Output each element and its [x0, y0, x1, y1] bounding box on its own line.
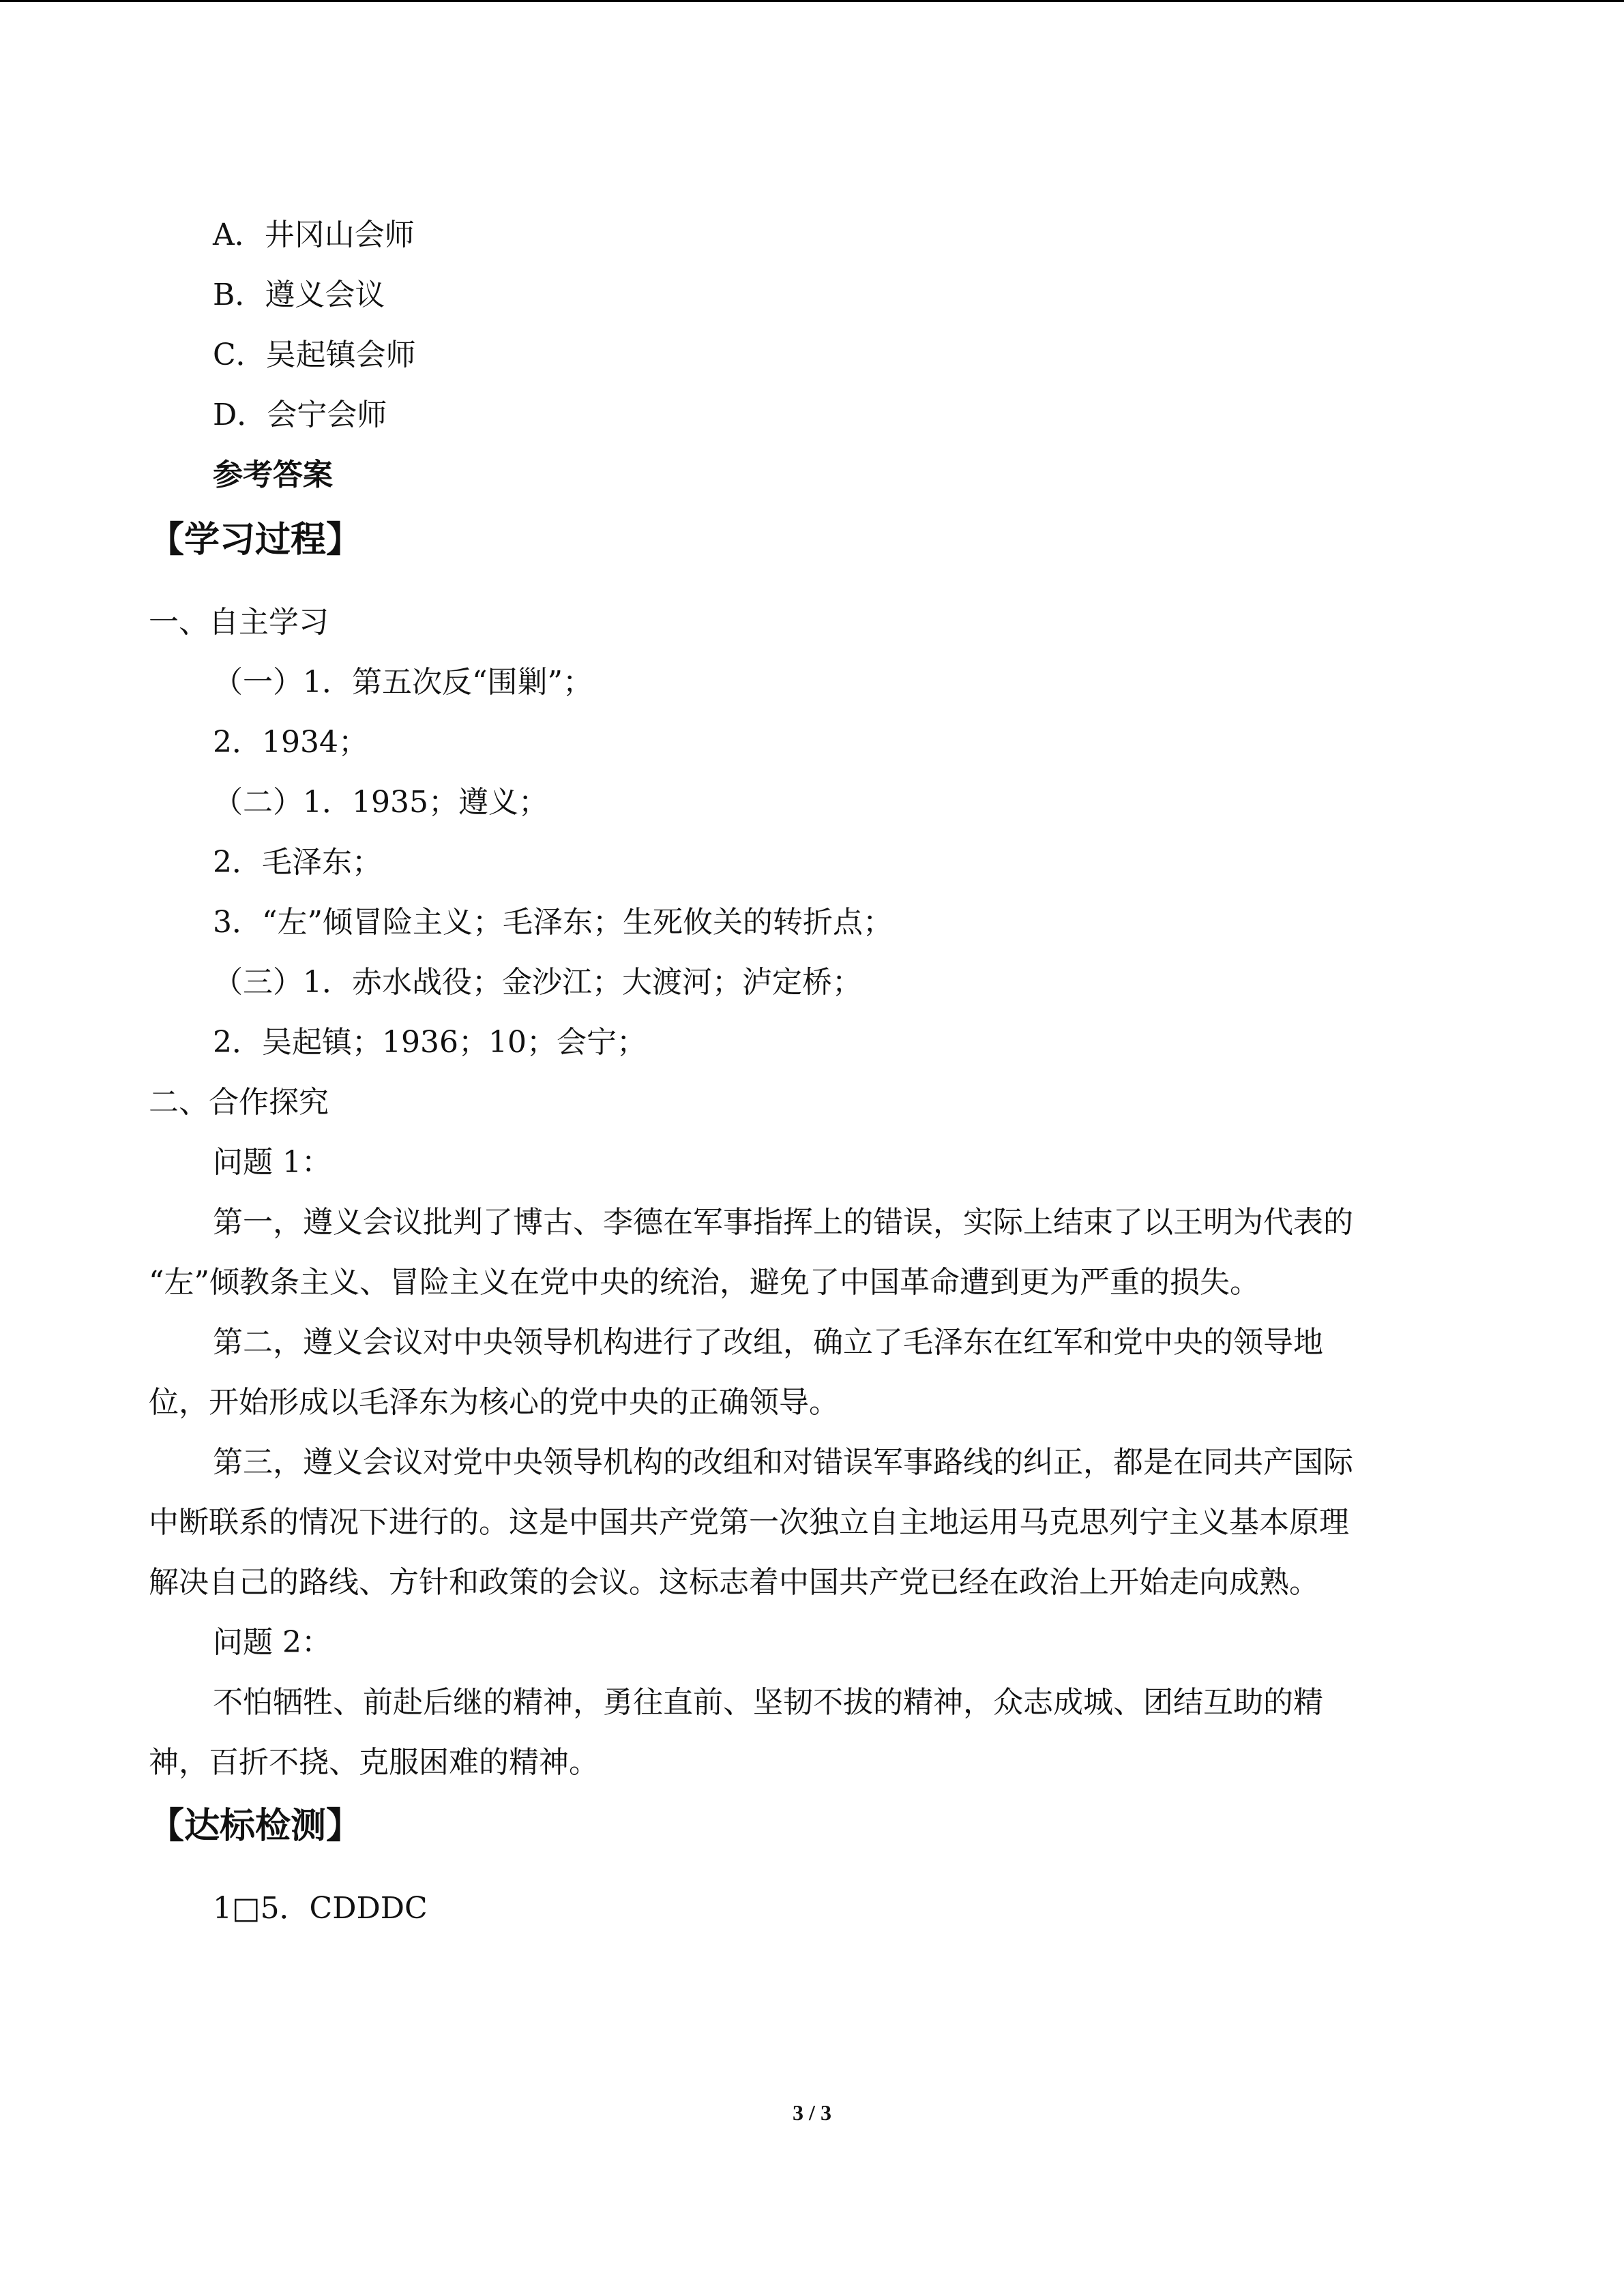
option-a: A．井冈山会师	[213, 218, 415, 252]
answer-label: 参考答案	[213, 458, 333, 492]
section-heading-assessment: 【达标检测】	[149, 1806, 362, 1847]
q1-paragraph-1-line: 第一，遵义会议批判了博古、李德在军事指挥上的错误，实际上结束了以王明为代表的	[213, 1205, 1353, 1240]
q2-paragraph-line: 不怕牺牲、前赴后继的精神，勇往直前、坚韧不拔的精神，众志成城、团结互助的精	[213, 1685, 1323, 1720]
question-2-label: 问题 2：	[213, 1625, 331, 1660]
q1-paragraph-3-line: 第三，遵义会议对党中央领导机构的改组和对错误军事路线的纠正，都是在同共产国际	[213, 1445, 1353, 1480]
part-two-title: 二、合作探究	[149, 1085, 329, 1120]
option-b: B．遵义会议	[213, 278, 385, 312]
assessment-answer: 1□5．CDDDC	[213, 1891, 428, 1926]
option-c: C．吴起镇会师	[213, 338, 416, 372]
part-one-item: 2．1934；	[213, 725, 368, 760]
part-one-item: 2．毛泽东；	[213, 845, 382, 880]
page-number: 3 / 3	[793, 2100, 831, 2125]
option-d: D．会宁会师	[213, 398, 387, 432]
section-heading-learning-process: 【学习过程】	[149, 520, 362, 561]
part-one-item: 3．“左”倾冒险主义；毛泽东；生死攸关的转折点；	[213, 905, 893, 940]
question-1-label: 问题 1：	[213, 1145, 331, 1180]
q1-paragraph-1-line: “左”倾教条主义、冒险主义在党中央的统治，避免了中国革命遭到更为严重的损失。	[149, 1265, 1260, 1300]
q1-paragraph-2-line: 第二，遵义会议对中央领导机构进行了改组，确立了毛泽东在红军和党中央的领导地	[213, 1325, 1323, 1360]
part-one-item: 2．吴起镇；1936；10；会宁；	[213, 1025, 647, 1060]
q1-paragraph-3-line: 中断联系的情况下进行的。这是中国共产党第一次独立自主地运用马克思列宁主义基本原理	[149, 1505, 1349, 1540]
q2-paragraph-line: 神，百折不挠、克服困难的精神。	[149, 1745, 599, 1780]
part-one-title: 一、自主学习	[149, 605, 329, 640]
q1-paragraph-2-line: 位，开始形成以毛泽东为核心的党中央的正确领导。	[149, 1385, 839, 1420]
q1-paragraph-3-line: 解决自己的路线、方针和政策的会议。这标志着中国共产党已经在政治上开始走向成熟。	[149, 1565, 1319, 1600]
part-one-item: （二）1．1935；遵义；	[213, 785, 548, 820]
part-one-item: （一）1．第五次反“围剿”；	[213, 665, 593, 700]
part-one-item: （三）1．赤水战役；金沙江；大渡河；泸定桥；	[213, 965, 862, 1000]
